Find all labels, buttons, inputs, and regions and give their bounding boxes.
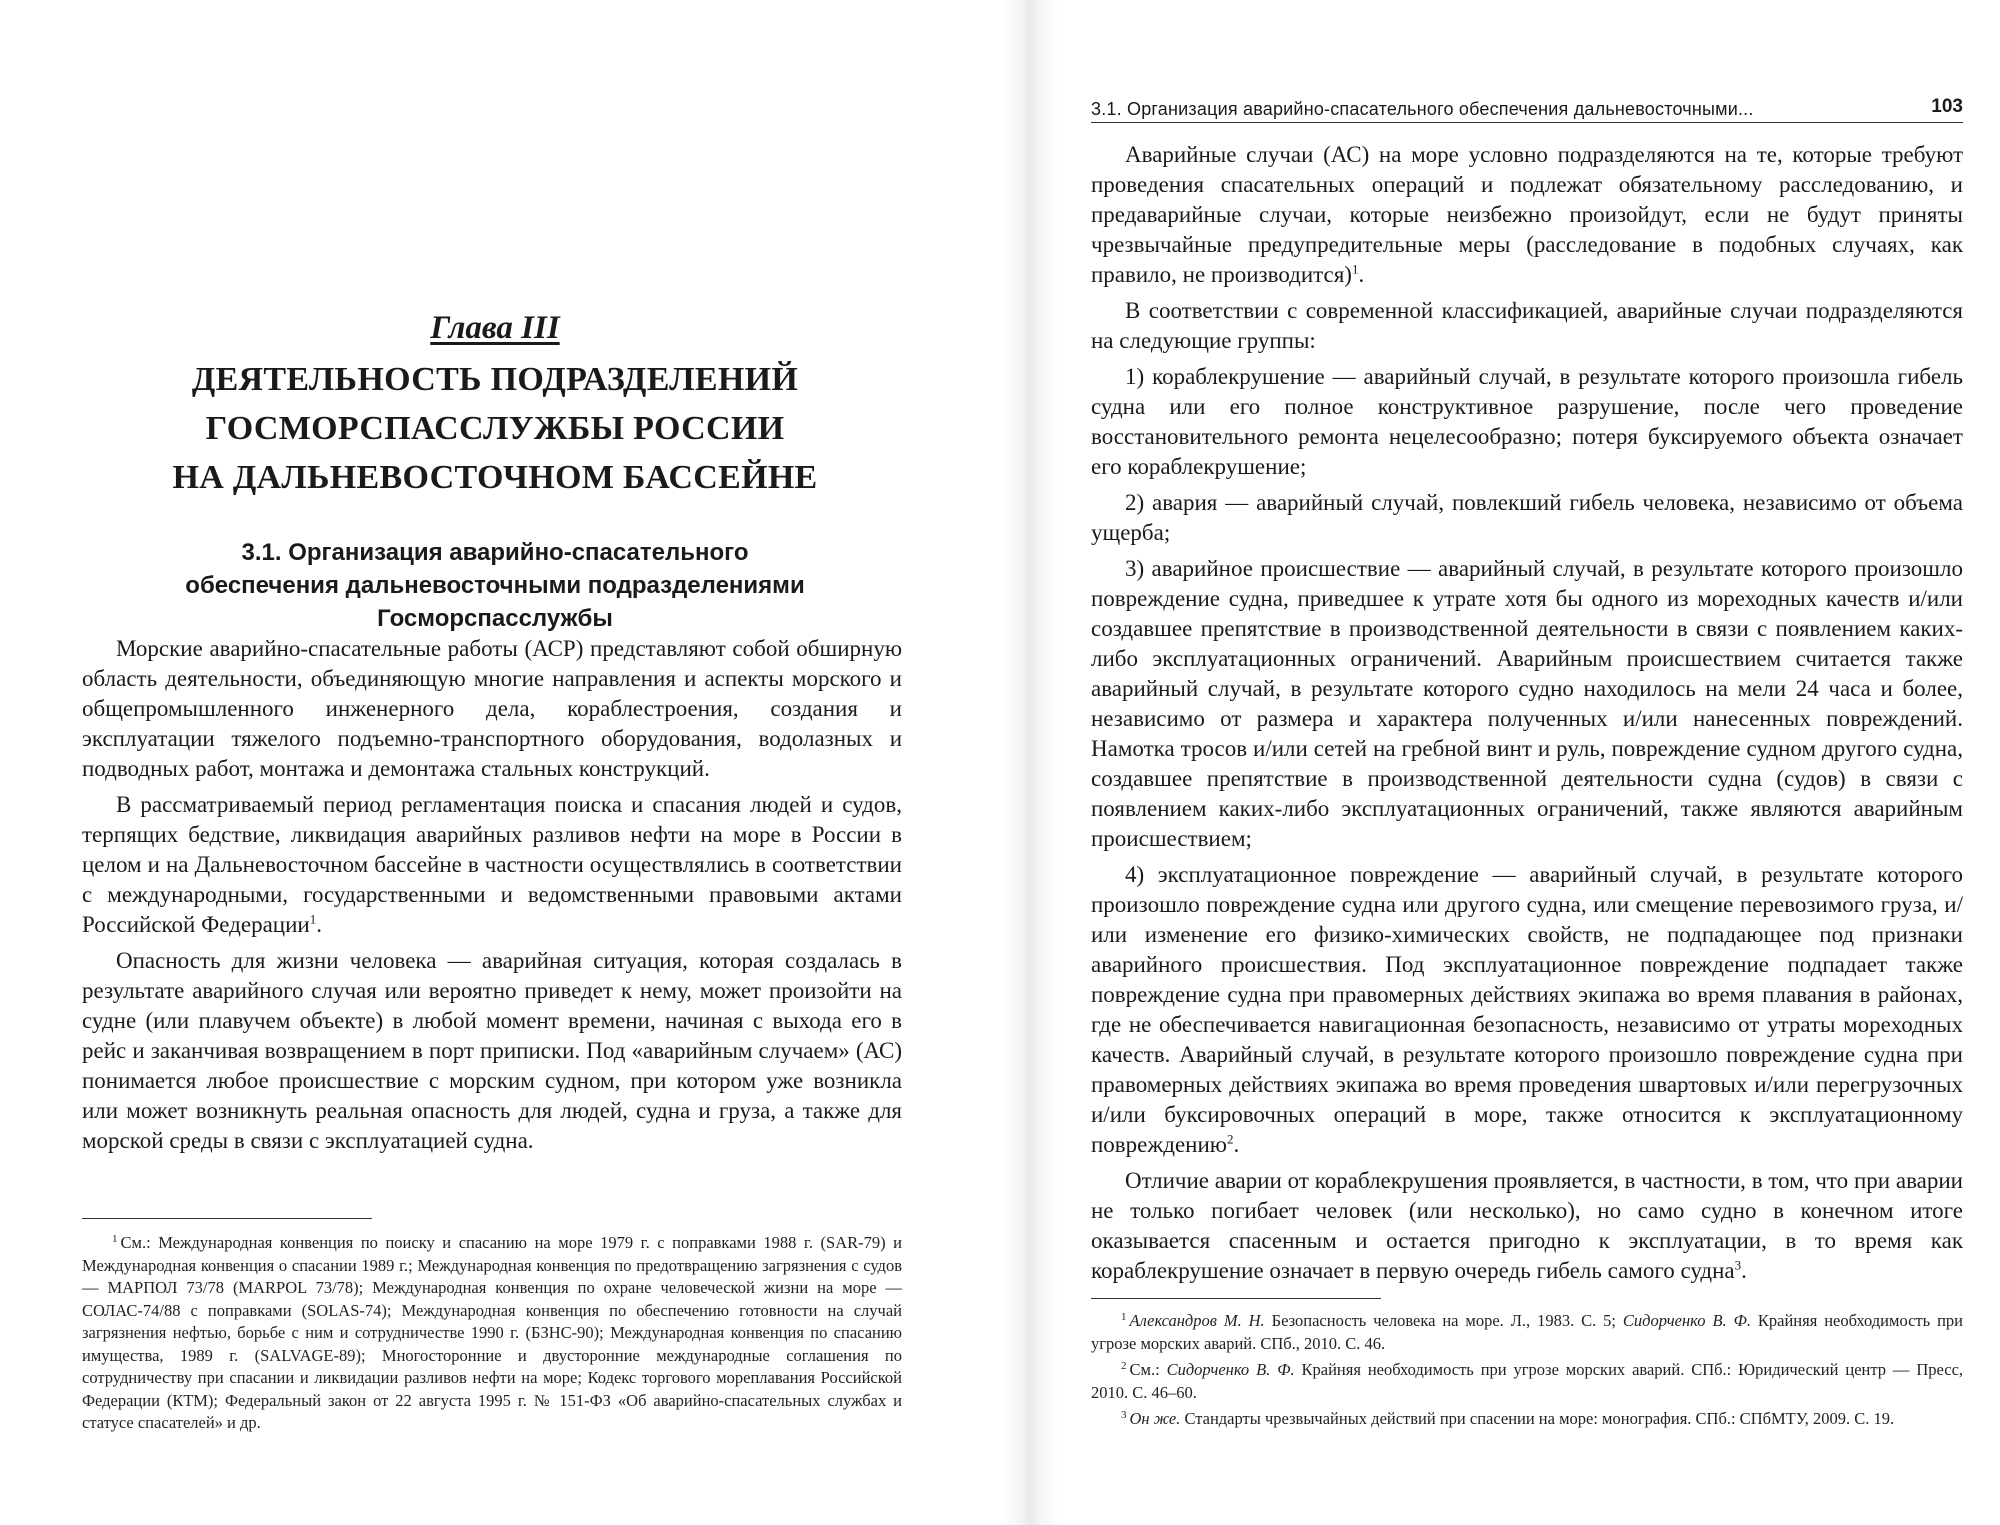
chapter-label: Глава III [430, 310, 560, 346]
footnote-divider [1091, 1298, 1381, 1299]
right-page [1060, 0, 2000, 1525]
paragraph: В рассматриваемый период регламентация поиска и спасания людей и судов, терпящих бедствие, ликвидация аварийных разливов нефти на море в России в целом и на Дальневосточном бассейне в частности осуществлялись в соответствии с международными, государственными и ведомственными правовыми актами Российской Федерации$^1$. [82, 792, 902, 937]
page-number: 103 [1931, 96, 1963, 117]
paragraph: Опасность для жизни человека — аварийная ситуация, которая создалась в результате аварийного случая или вероятно приведет к нему, может произойти на судне (или плавучем объекте) в любой момент времени, начиная с выхода его в рейс и заканчивая возвращением в порт приписки. Под «аварийным случаем» (АС) понимается любое происшествие с морским судном, при котором уже возникла или может возникнуть реальная опасность для людей, судна и груза, а также для морской среды в связи с эксплуатацией судна. [82, 948, 902, 1153]
book-gutter [1000, 0, 1060, 1525]
right-body-text [1091, 140, 1963, 1292]
paragraph: Отличие аварии от кораблекрушения проявляется, в частности, в том, что при аварии не только погибает человек (или несколько), но само судно в конечном итоге оказывается спасенным и остается пригодно к эксплуатации, в то время как кораблекрушение означает в первую очередь гибель самого судна$^3$. [1091, 1168, 1963, 1283]
paragraph: 4) эксплуатационное повреждение — аварийный случай, в результате которого произошло повреждение судна или другого судна, или смещение перевозимого груза, и/или изменение его физико-химических свойств, не подпадающее под признаки аварийного происшествия. Под эксплуатационное повреждение подпадает также повреждение судна при правомерных действиях экипажа во время плавания в районах, где не обеспечивается навигационная безопасность, независимо от утраты мореходных качеств. Аварийный случай, в результате которого произошло повреждение судна при правомерных действиях экипажа во время проведения швартовых и/или перегрузочных и/или буксировочных операций в море, также относится к эксплуатационному повреждению$^2$. [1091, 862, 1963, 1157]
chapter-title-line: НА ДАЛЬНЕВОСТОЧНОМ БАССЕЙНЕ [172, 459, 818, 496]
footnote: $^1$ См.: Международная конвенция по поиску и спасанию на море 1979 г. с поправками 1988 г. (SAR-79) и Международная конвенция о спасании 1989 г.; Международная конвенция по предотвращению загрязнения с судов — МАРПОЛ 73/78 (MARPOL 73/78); Международная конвенция по охране человеческой жизни на море — СОЛАС-74/88 с поправками (SOLAS-74); Международная конвенция по обеспечению готовности на случай загрязнения нефтью, борьбе с ним и сотрудничестве 1990 г. (БЗНС-90); Международная конвенция по спасанию имущества, 1989 г. (SALVAGE-89); Многосторонние и двусторонние международные соглашения по сотрудничеству при спасании и ликвидации разливов нефти на море; Кодекс торгового мореплавания Российской Федерации (КТМ); Федеральный закон от 22 августа 1995 г. № 151-ФЗ «Об аварийно-спасательных службах и статусе спасателей» и др. [82, 1232, 902, 1432]
chapter-title [110, 355, 880, 502]
footnote-ref: 2 [1226, 1131, 1234, 1147]
right-footnotes [1091, 1310, 1963, 1435]
left-footnotes [82, 1232, 902, 1439]
section-title-line: обеспечения дальневосточными подразделениями [185, 572, 805, 599]
footnote: $^2$ См.: Сидорченко В. Ф. Крайняя необходимость при угрозе морских аварий. СПб.: Юридический центр — Пресс, 2010. С. 46–60. [1091, 1359, 1964, 1402]
footnote: $^3$ Он же. Стандарты чрезвычайных действий при спасении на море: монография. СПб.: СПбМТУ, 2009. С. 19. [1121, 1408, 1895, 1428]
section-title-line: 3.1. Организация аварийно-спасательного [241, 539, 749, 566]
footnote: $^1$ Александров М. Н. Безопасность человека на море. Л., 1983. С. 5; Сидорченко В. Ф. Крайняя необходимость при угрозе морских аварий. СПб., 2010. С. 46. [1091, 1310, 1963, 1353]
footnote-divider [82, 1218, 372, 1219]
paragraph: В соответствии с современной классификацией, аварийные случаи подразделяются на следующие группы: [1091, 298, 1963, 353]
chapter-title-line: ДЕЯТЕЛЬНОСТЬ ПОДРАЗДЕЛЕНИЙ [191, 361, 799, 398]
paragraph: Морские аварийно-спасательные работы (АСР) представляют собой обширную область деятельности, объединяющую многие направления и аспекты морского и общепромышленного инженерного дела, кораблестроения, создания и эксплуатации тяжелого подъемно-транспортного оборудования, водолазных и подводных работ, монтажа и демонтажа стальных конструкций. [82, 636, 902, 781]
section-title [180, 536, 810, 635]
paragraph: 2) авария — аварийный случай, повлекший гибель человека, независимо от объема ущерба; [1091, 490, 1963, 545]
chapter-heading [110, 310, 880, 502]
footnote-ref: 1 [1351, 261, 1359, 277]
footnote-ref: 3 [1734, 1257, 1742, 1273]
left-body-text [82, 634, 902, 1162]
running-head [1091, 92, 1963, 123]
chapter-title-line: ГОСМОРСПАССЛУЖБЫ РОССИИ [205, 410, 785, 447]
paragraph: 1) кораблекрушение — аварийный случай, в результате которого произошла гибель судна или его полное конструктивное разрушение, после чего проведение восстановительного ремонта нецелесообразно; потеря буксируемого объекта означает его кораблекрушение; [1091, 364, 1963, 479]
running-head-title: 3.1. Организация аварийно-спасательного обеспечения дальневосточными... [1091, 99, 1754, 119]
paragraph: Аварийные случаи (АС) на море условно подразделяются на те, которые требуют проведения спасательных операций и подлежат обязательному расследованию, и предаварийные случаи, которые неизбежно произойдут, если не будут приняты чрезвычайные предупредительные меры (расследование в подобных случаях, как правило, не производится)$^1$. [1091, 142, 1963, 287]
paragraph: 3) аварийное происшествие — аварийный случай, в результате которого произошло повреждение судна, приведшее к утрате хотя бы одного из мореходных качеств и/или создавшее препятствие в производственной деятельности в связи с появлением каких-либо эксплуатационных ограничений. Аварийным происшествием считается также аварийный случай, в результате которого судно находилось на мели 24 часа и более, независимо от размера и характера полученных и/или нанесенных повреждений. Намотка тросов и/или сетей на гребной винт и руль, повреждение судном другого судна, создавшее препятствие в производственной деятельности судна (судов) в связи с появлением каких-либо эксплуатационных ограничений, также являются аварийным происшествием; [1091, 556, 1963, 851]
footnote-ref: 1 [309, 911, 317, 927]
section-title-line: Госморспасслужбы [377, 605, 613, 632]
